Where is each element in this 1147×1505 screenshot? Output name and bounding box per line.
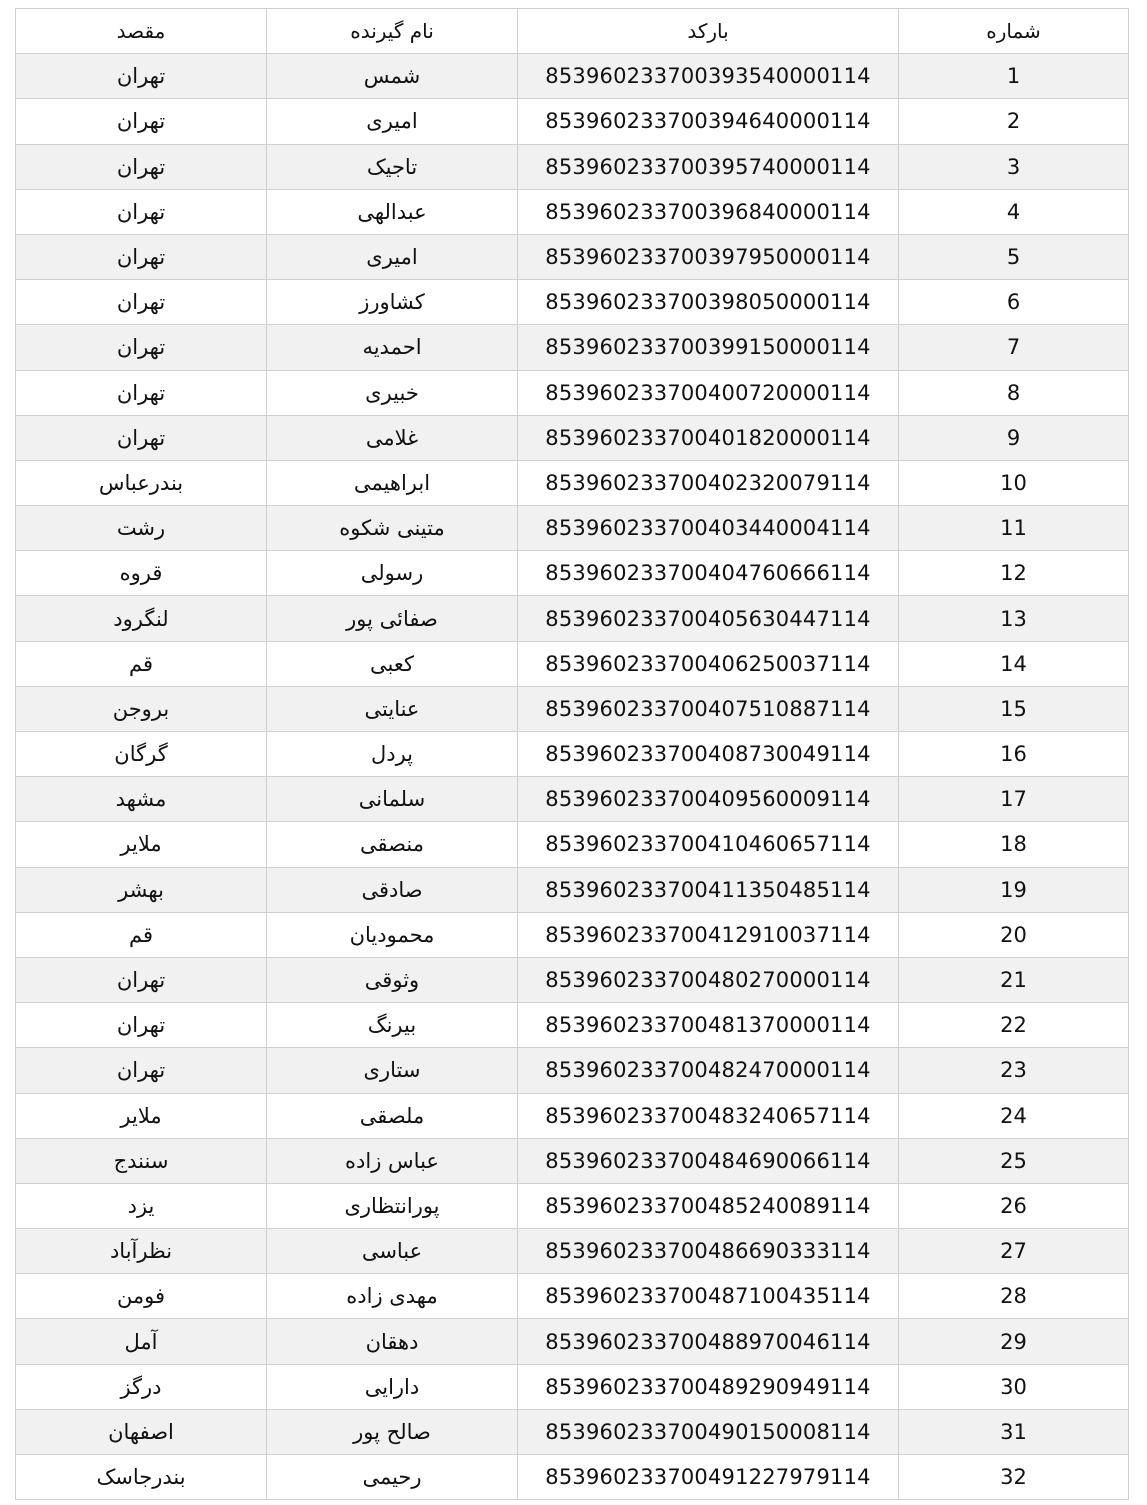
cell-barcode: 853960233700397950000114 bbox=[518, 234, 899, 279]
table-row bbox=[16, 641, 1129, 686]
cell-destination: تهران bbox=[16, 280, 267, 325]
cell-barcode: 853960233700407510887114 bbox=[518, 686, 899, 731]
table-row bbox=[16, 54, 1129, 99]
cell-recipient: صادقی bbox=[267, 867, 518, 912]
cell-destination: درگز bbox=[16, 1364, 267, 1409]
cell-number: 14 bbox=[899, 641, 1129, 686]
table-row bbox=[16, 415, 1129, 460]
cell-barcode: 853960233700411350485114 bbox=[518, 867, 899, 912]
cell-destination: یزد bbox=[16, 1183, 267, 1228]
cell-barcode: 853960233700394640000114 bbox=[518, 99, 899, 144]
cell-recipient: سلمانی bbox=[267, 777, 518, 822]
cell-number: 12 bbox=[899, 551, 1129, 596]
cell-recipient: مهدی زاده bbox=[267, 1274, 518, 1319]
table-row bbox=[16, 1048, 1129, 1093]
cell-recipient: رحیمی bbox=[267, 1455, 518, 1500]
cell-number: 31 bbox=[899, 1409, 1129, 1454]
cell-barcode: 853960233700403440004114 bbox=[518, 506, 899, 551]
cell-recipient: عباس زاده bbox=[267, 1138, 518, 1183]
table-row bbox=[16, 867, 1129, 912]
cell-destination: تهران bbox=[16, 189, 267, 234]
cell-number: 3 bbox=[899, 144, 1129, 189]
cell-recipient: احمدیه bbox=[267, 325, 518, 370]
table-row bbox=[16, 1183, 1129, 1228]
cell-barcode: 853960233700485240089114 bbox=[518, 1183, 899, 1228]
cell-recipient: ابراهیمی bbox=[267, 460, 518, 505]
header-number: شماره bbox=[899, 9, 1129, 54]
cell-recipient: کشاورز bbox=[267, 280, 518, 325]
cell-destination: تهران bbox=[16, 370, 267, 415]
cell-recipient: امیری bbox=[267, 99, 518, 144]
cell-recipient: پردل bbox=[267, 732, 518, 777]
table-row bbox=[16, 325, 1129, 370]
cell-barcode: 853960233700399150000114 bbox=[518, 325, 899, 370]
cell-recipient: تاجیک bbox=[267, 144, 518, 189]
cell-recipient: امیری bbox=[267, 234, 518, 279]
header-barcode: بارکد bbox=[518, 9, 899, 54]
table-row bbox=[16, 144, 1129, 189]
table-row bbox=[16, 596, 1129, 641]
cell-number: 23 bbox=[899, 1048, 1129, 1093]
table-row bbox=[16, 1409, 1129, 1454]
cell-barcode: 853960233700405630447114 bbox=[518, 596, 899, 641]
header-recipient: نام گیرنده bbox=[267, 9, 518, 54]
cell-destination: گرگان bbox=[16, 732, 267, 777]
cell-number: 26 bbox=[899, 1183, 1129, 1228]
cell-destination: تهران bbox=[16, 415, 267, 460]
cell-recipient: متینی شکوه bbox=[267, 506, 518, 551]
cell-barcode: 853960233700410460657114 bbox=[518, 822, 899, 867]
table-row bbox=[16, 234, 1129, 279]
cell-destination: بندرجاسک bbox=[16, 1455, 267, 1500]
table-row bbox=[16, 99, 1129, 144]
cell-destination: تهران bbox=[16, 325, 267, 370]
cell-recipient: ستاری bbox=[267, 1048, 518, 1093]
table-row bbox=[16, 1093, 1129, 1138]
cell-recipient: دارایی bbox=[267, 1364, 518, 1409]
cell-number: 13 bbox=[899, 596, 1129, 641]
table-row bbox=[16, 1138, 1129, 1183]
cell-destination: تهران bbox=[16, 99, 267, 144]
cell-number: 19 bbox=[899, 867, 1129, 912]
cell-barcode: 853960233700400720000114 bbox=[518, 370, 899, 415]
cell-destination: تهران bbox=[16, 144, 267, 189]
cell-number: 11 bbox=[899, 506, 1129, 551]
table-row bbox=[16, 912, 1129, 957]
cell-number: 2 bbox=[899, 99, 1129, 144]
cell-recipient: عبدالهی bbox=[267, 189, 518, 234]
cell-number: 1 bbox=[899, 54, 1129, 99]
cell-recipient: رسولی bbox=[267, 551, 518, 596]
cell-barcode: 853960233700395740000114 bbox=[518, 144, 899, 189]
cell-barcode: 853960233700408730049114 bbox=[518, 732, 899, 777]
cell-recipient: ملصقی bbox=[267, 1093, 518, 1138]
cell-destination: ملایر bbox=[16, 822, 267, 867]
cell-recipient: بیرنگ bbox=[267, 1003, 518, 1048]
cell-recipient: صفائی پور bbox=[267, 596, 518, 641]
table-row bbox=[16, 280, 1129, 325]
table-row bbox=[16, 189, 1129, 234]
cell-recipient: خبیری bbox=[267, 370, 518, 415]
cell-barcode: 853960233700486690333114 bbox=[518, 1229, 899, 1274]
cell-number: 32 bbox=[899, 1455, 1129, 1500]
table-row bbox=[16, 1229, 1129, 1274]
cell-barcode: 853960233700404760666114 bbox=[518, 551, 899, 596]
cell-number: 27 bbox=[899, 1229, 1129, 1274]
cell-barcode: 853960233700409560009114 bbox=[518, 777, 899, 822]
cell-barcode: 853960233700412910037114 bbox=[518, 912, 899, 957]
table-row bbox=[16, 686, 1129, 731]
cell-destination: رشت bbox=[16, 506, 267, 551]
cell-number: 10 bbox=[899, 460, 1129, 505]
cell-recipient: محمودیان bbox=[267, 912, 518, 957]
cell-barcode: 853960233700398050000114 bbox=[518, 280, 899, 325]
cell-destination: قم bbox=[16, 641, 267, 686]
cell-destination: لنگرود bbox=[16, 596, 267, 641]
cell-number: 9 bbox=[899, 415, 1129, 460]
cell-barcode: 853960233700401820000114 bbox=[518, 415, 899, 460]
cell-barcode: 853960233700491227979114 bbox=[518, 1455, 899, 1500]
cell-number: 8 bbox=[899, 370, 1129, 415]
cell-destination: مشهد bbox=[16, 777, 267, 822]
cell-recipient: منصقی bbox=[267, 822, 518, 867]
cell-number: 28 bbox=[899, 1274, 1129, 1319]
header-destination: مقصد bbox=[16, 9, 267, 54]
cell-recipient: کعبی bbox=[267, 641, 518, 686]
cell-recipient: عنایتی bbox=[267, 686, 518, 731]
cell-barcode: 853960233700406250037114 bbox=[518, 641, 899, 686]
cell-destination: قروه bbox=[16, 551, 267, 596]
cell-barcode: 853960233700484690066114 bbox=[518, 1138, 899, 1183]
cell-number: 15 bbox=[899, 686, 1129, 731]
cell-destination: تهران bbox=[16, 54, 267, 99]
cell-destination: تهران bbox=[16, 234, 267, 279]
cell-recipient: صالح پور bbox=[267, 1409, 518, 1454]
table-row bbox=[16, 1319, 1129, 1364]
cell-number: 7 bbox=[899, 325, 1129, 370]
cell-number: 6 bbox=[899, 280, 1129, 325]
cell-number: 16 bbox=[899, 732, 1129, 777]
cell-number: 24 bbox=[899, 1093, 1129, 1138]
table-row bbox=[16, 1274, 1129, 1319]
cell-destination: بروجن bbox=[16, 686, 267, 731]
cell-recipient: شمس bbox=[267, 54, 518, 99]
table-row bbox=[16, 460, 1129, 505]
cell-number: 22 bbox=[899, 1003, 1129, 1048]
cell-recipient: عباسی bbox=[267, 1229, 518, 1274]
table-row bbox=[16, 1364, 1129, 1409]
cell-destination: قم bbox=[16, 912, 267, 957]
cell-destination: تهران bbox=[16, 1048, 267, 1093]
cell-number: 25 bbox=[899, 1138, 1129, 1183]
shipment-table bbox=[15, 8, 1129, 1500]
cell-destination: تهران bbox=[16, 1003, 267, 1048]
cell-destination: اصفهان bbox=[16, 1409, 267, 1454]
table-row bbox=[16, 957, 1129, 1002]
table-row bbox=[16, 551, 1129, 596]
cell-number: 4 bbox=[899, 189, 1129, 234]
cell-barcode: 853960233700490150008114 bbox=[518, 1409, 899, 1454]
cell-number: 18 bbox=[899, 822, 1129, 867]
cell-destination: نظرآباد bbox=[16, 1229, 267, 1274]
cell-number: 17 bbox=[899, 777, 1129, 822]
cell-barcode: 853960233700482470000114 bbox=[518, 1048, 899, 1093]
cell-barcode: 853960233700488970046114 bbox=[518, 1319, 899, 1364]
cell-destination: بهشر bbox=[16, 867, 267, 912]
cell-barcode: 853960233700483240657114 bbox=[518, 1093, 899, 1138]
cell-destination: بندرعباس bbox=[16, 460, 267, 505]
cell-number: 5 bbox=[899, 234, 1129, 279]
cell-barcode: 853960233700487100435114 bbox=[518, 1274, 899, 1319]
cell-recipient: پورانتظاری bbox=[267, 1183, 518, 1228]
cell-barcode: 853960233700402320079114 bbox=[518, 460, 899, 505]
table-row bbox=[16, 777, 1129, 822]
cell-barcode: 853960233700393540000114 bbox=[518, 54, 899, 99]
cell-barcode: 853960233700489290949114 bbox=[518, 1364, 899, 1409]
table-row bbox=[16, 1455, 1129, 1500]
table-row bbox=[16, 822, 1129, 867]
cell-number: 30 bbox=[899, 1364, 1129, 1409]
cell-destination: آمل bbox=[16, 1319, 267, 1364]
header-row bbox=[16, 9, 1129, 54]
cell-recipient: دهقان bbox=[267, 1319, 518, 1364]
cell-number: 29 bbox=[899, 1319, 1129, 1364]
table-row bbox=[16, 506, 1129, 551]
cell-destination: تهران bbox=[16, 957, 267, 1002]
cell-destination: فومن bbox=[16, 1274, 267, 1319]
table-row bbox=[16, 1003, 1129, 1048]
cell-recipient: وثوقی bbox=[267, 957, 518, 1002]
cell-destination: ملایر bbox=[16, 1093, 267, 1138]
table-row bbox=[16, 370, 1129, 415]
cell-barcode: 853960233700481370000114 bbox=[518, 1003, 899, 1048]
cell-number: 21 bbox=[899, 957, 1129, 1002]
cell-recipient: غلامی bbox=[267, 415, 518, 460]
cell-destination: سنندج bbox=[16, 1138, 267, 1183]
cell-number: 20 bbox=[899, 912, 1129, 957]
table-row bbox=[16, 732, 1129, 777]
cell-barcode: 853960233700396840000114 bbox=[518, 189, 899, 234]
cell-barcode: 853960233700480270000114 bbox=[518, 957, 899, 1002]
